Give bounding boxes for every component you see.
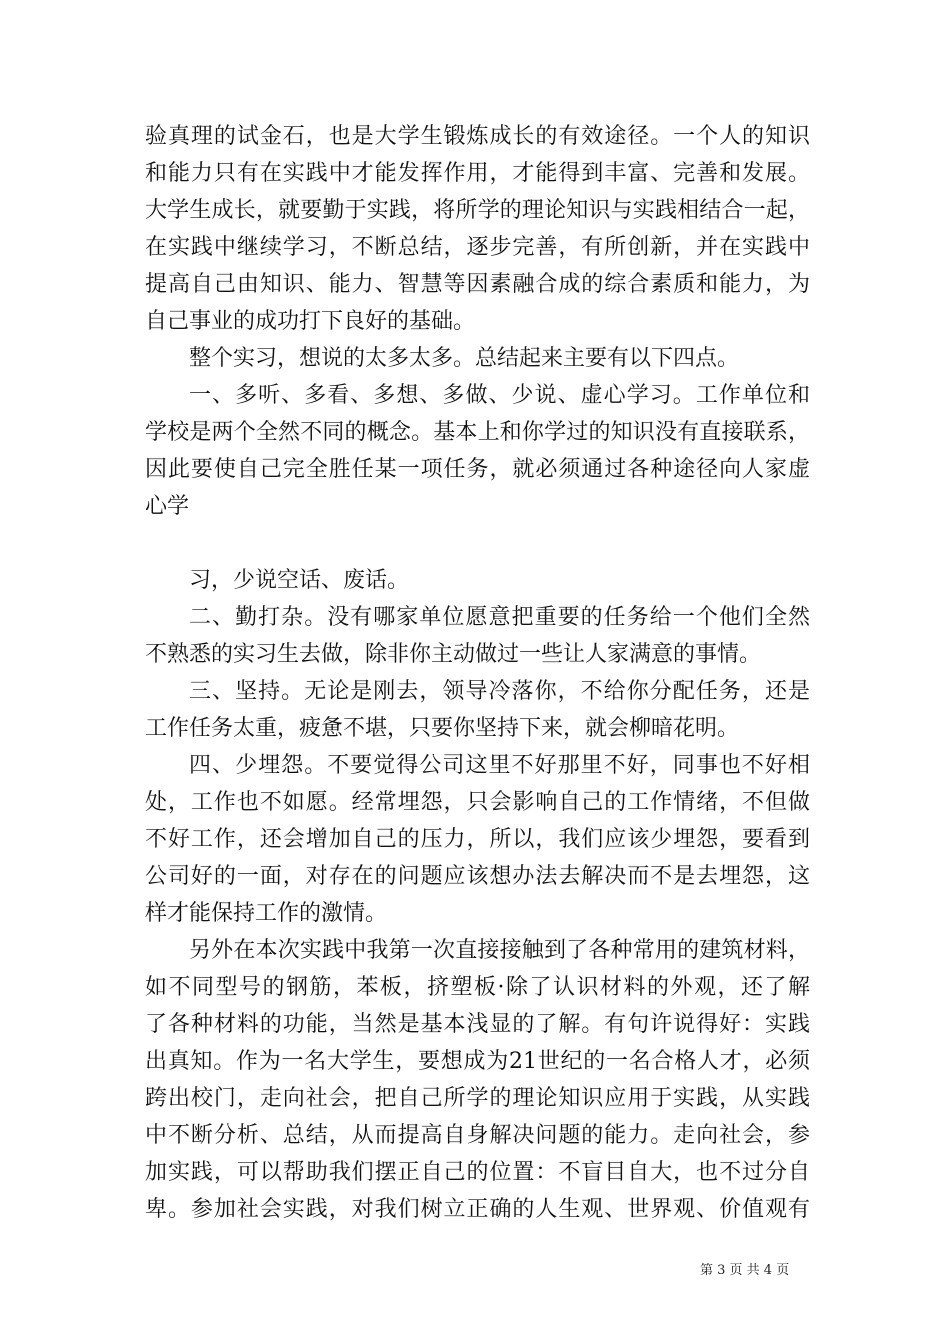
text-line: 习，少说空话、废话。 — [189, 568, 410, 593]
text-line: 学校是两个全然不同的概念。基本上和你学过的知识没有直接联系， — [145, 420, 810, 445]
text-line: 工作任务太重，疲惫不堪，只要你坚持下来，就会柳暗花明。 — [145, 716, 740, 741]
text-line: 验真理的试金石，也是大学生锻炼成长的有效途径。一个人的知识 — [145, 124, 810, 149]
text-line: 不熟悉的实习生去做，除非你主动做过一些让人家满意的事情。 — [145, 642, 762, 667]
body-text — [145, 118, 810, 1228]
text-line: 三、坚持。无论是刚去，领导冷落你，不给你分配任务，还是 — [189, 679, 810, 704]
text-line: 在实践中继续学习，不断总结，逐步完善，有所创新，并在实践中 — [145, 235, 810, 260]
paragraph-gap — [145, 525, 810, 562]
text-line: 加实践，可以帮助我们摆正自己的位置：不盲目自大，也不过分自 — [145, 1160, 810, 1185]
text-line: 和能力只有在实践中才能发挥作用，才能得到丰富、完善和发展。 — [145, 161, 810, 186]
text-line: 不好工作，还会增加自己的压力，所以，我们应该少埋怨，要看到 — [145, 827, 810, 852]
text-line: 提高自己由知识、能力、智慧等因素融合成的综合素质和能力，为 — [145, 272, 810, 297]
text-line: 二、勤打杂。没有哪家单位愿意把重要的任务给一个他们全然 — [189, 605, 810, 630]
text-line: 处，工作也不如愿。经常埋怨，只会影响自己的工作情绪，不但做 — [145, 790, 810, 815]
text-line: 卑。参加社会实践，对我们树立正确的人生观、世界观、价值观有 — [145, 1197, 810, 1222]
text-line: 四、少埋怨。不要觉得公司这里不好那里不好，同事也不好相 — [189, 753, 810, 778]
text-line: 公司好的一面，对存在的问题应该想办法去解决而不是去埋怨，这 — [145, 864, 810, 889]
page-number: 第 3 页 共 4 页 — [700, 1263, 790, 1278]
text-line: 如不同型号的钢筋，苯板，挤塑板·除了认识材料的外观，还了解 — [145, 975, 810, 1000]
text-line: 出真知。作为一名大学生，要想成为21世纪的一名合格人才，必须 — [145, 1049, 810, 1074]
text-line: 另外在本次实践中我第一次直接接触到了各种常用的建筑材料， — [189, 938, 810, 963]
text-line: 一、多听、多看、多想、多做、少说、虚心学习。工作单位和 — [189, 383, 810, 408]
text-line: 跨出校门，走向社会，把自己所学的理论知识应用于实践，从实践 — [145, 1086, 810, 1111]
text-line: 心学 — [145, 494, 190, 519]
text-line: 因此要使自己完全胜任某一项任务，就必须通过各种途径向人家虚 — [145, 457, 810, 482]
text-line: 样才能保持工作的激情。 — [145, 901, 388, 926]
text-line: 了各种材料的功能，当然是基本浅显的了解。有句许说得好：实践 — [145, 1012, 810, 1037]
text-line: 大学生成长，就要勤于实践，将所学的理论知识与实践相结合一起， — [145, 198, 810, 223]
text-line: 自己事业的成功打下良好的基础。 — [145, 309, 476, 334]
text-line: 整个实习，想说的太多太多。总结起来主要有以下四点。 — [189, 346, 740, 371]
text-line: 中不断分析、总结，从而提高自身解决问题的能力。走向社会，参 — [145, 1123, 810, 1148]
